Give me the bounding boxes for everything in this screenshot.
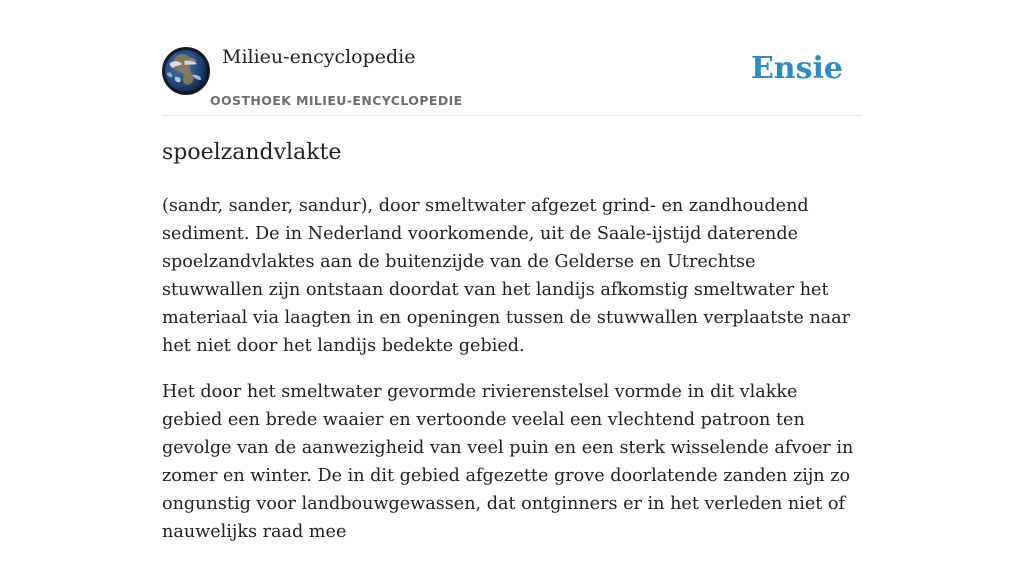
page	[162, 0, 862, 542]
page-title: spoelzandvlakte	[162, 140, 342, 165]
article-paragraph: Het door het smeltwater gevormde rivierenstelsel vormde in dit vlakke gebied een brede waaier en vertoonde veelal een vlechtend patroon ten gevolge van de aanwezigheid van veel puin en een sterk wisselende afvoer in zomer en winter. De in dit gebied afgezette grove doorlatende zanden zijn zo ongunstig voor landbouwgewassen, dat ontginners er in het verleden niet of nauwelijks raad mee	[162, 382, 854, 542]
earth-globe-icon[interactable]	[162, 47, 210, 95]
site-subtitle[interactable]: OOSTHOEK MILIEU-ENCYCLOPEDIE	[210, 93, 463, 108]
site-name[interactable]: Milieu-encyclopedie	[222, 46, 416, 68]
article-body	[162, 192, 862, 564]
site-header	[162, 0, 862, 116]
earth-globe-graphic	[164, 49, 208, 93]
brand-logo[interactable]: Ensie	[750, 51, 843, 86]
article-paragraph: (sandr, sander, sandur), door smeltwater afgezet grind- en zandhoudend sediment. De in Nederland voorkomende, uit de Saale-ijstijd daterende spoelzandvlaktes aan de buitenzijde van de Gelderse en Utrechtse stuwwallen zijn ontstaan doordat van het landijs afkomstig smeltwater het materiaal via laagten in en openingen tussen de stuwwallen verplaatste naar het niet door het landijs bedekte gebied.	[162, 196, 851, 356]
